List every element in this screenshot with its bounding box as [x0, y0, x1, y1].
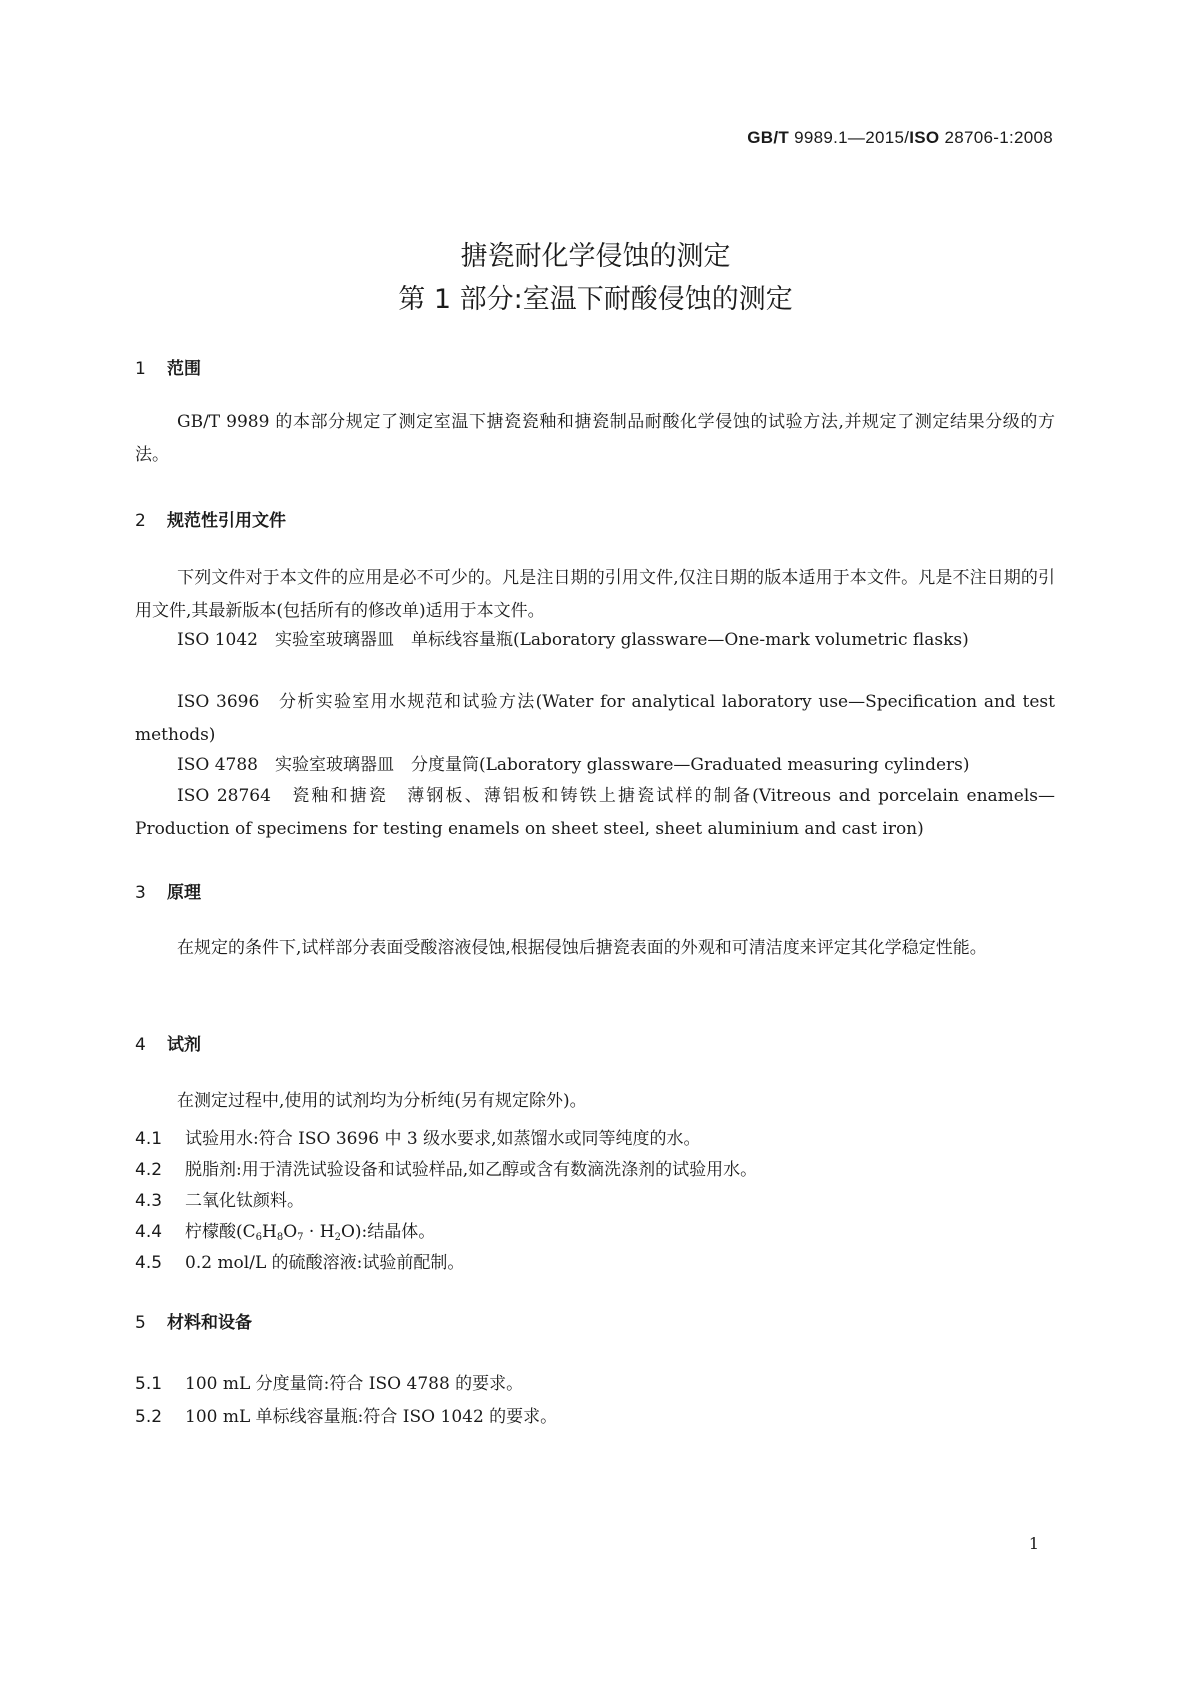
reagent-item: 4.5 0.2 mol/L 的硫酸溶液:试验前配制。 [135, 1253, 465, 1273]
reference-item: ISO 3696 分析实验室用水规范和试验方法(Water for analytical laboratory use—Specification and test methods) [135, 692, 1055, 745]
document-title: 搪瓷耐化学侵蚀的测定 [460, 241, 731, 272]
reference-item: ISO 4788 实验室玻璃器皿 分度量筒(Laboratory glassware—Graduated measuring cylinders) [177, 755, 970, 775]
reagent-item-citric-acid: 4.4 柠檬酸$(C_6H_8O_7 \cdot H_2O)$:结晶体。 [135, 1222, 436, 1243]
reference-item: ISO 28764 瓷釉和搪瓷 薄钢板、薄铝板和铸铁上搪瓷试样的制备(Vitreous and porcelain enamels—Production of specimens for testing enamels on sheet steel, sheet aluminium and cast iron) [135, 786, 1055, 839]
section-heading-scope: 1 范围 [135, 359, 201, 379]
reagents-intro: 在测定过程中,使用的试剂均为分析纯(另有规定除外)。 [177, 1091, 587, 1111]
document-subtitle: 第 1 部分:室温下耐酸侵蚀的测定 [398, 284, 793, 315]
scope-paragraph: GB/T 9989 的本部分规定了测定室温下搪瓷瓷釉和搪瓷制品耐酸化学侵蚀的试验方法,并规定了测定结果分级的方法。 [135, 412, 1055, 465]
material-item: 5.2 100 mL 单标线容量瓶:符合 ISO 1042 的要求。 [135, 1407, 558, 1427]
section-heading-materials: 5 材料和设备 [135, 1313, 252, 1333]
reagent-item: 4.1 试验用水:符合 ISO 3696 中 3 级水要求,如蒸馏水或同等纯度的水。 [135, 1129, 701, 1149]
section-heading-reagents: 4 试剂 [135, 1035, 201, 1055]
section-heading-principle: 3 原理 [135, 883, 201, 903]
principle-paragraph: 在规定的条件下,试样部分表面受酸溶液侵蚀,根据侵蚀后搪瓷表面的外观和可清洁度来评定其化学稳定性能。 [177, 938, 987, 958]
page-number: 1 [1028, 1534, 1039, 1553]
standard-code: GB/T 9989.1—2015/ISO 28706-1:2008 [747, 128, 1053, 147]
reagent-item: 4.2 脱脂剂:用于清洗试验设备和试验样品,如乙醇或含有数滴洗涤剂的试验用水。 [135, 1160, 758, 1180]
references-intro: 下列文件对于本文件的应用是必不可少的。凡是注日期的引用文件,仅注日期的版本适用于本文件。凡是不注日期的引用文件,其最新版本(包括所有的修改单)适用于本文件。 [135, 568, 1055, 621]
section-heading-normative-references: 2 规范性引用文件 [135, 511, 286, 531]
reagent-item: 4.3 二氧化钛颜料。 [135, 1191, 304, 1211]
reference-item: ISO 1042 实验室玻璃器皿 单标线容量瓶(Laboratory glassware—One-mark volumetric flasks) [177, 630, 969, 650]
material-item: 5.1 100 mL 分度量筒:符合 ISO 4788 的要求。 [135, 1374, 524, 1394]
